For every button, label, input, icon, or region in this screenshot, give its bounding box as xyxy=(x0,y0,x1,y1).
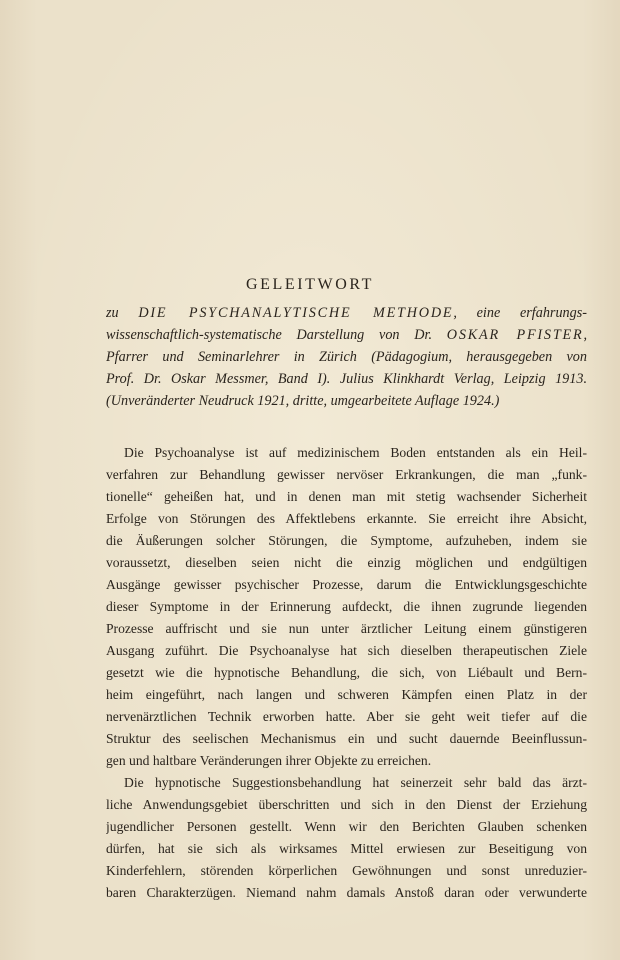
body-line: Ausgänge gewisser psychischer Prozesse, darum die Entwicklungsgeschichte xyxy=(106,577,587,592)
intro-line-2 xyxy=(106,327,587,344)
body-line: Prozesse auffrischt und sie nun unter ärztlicher Leitung einem günstigeren xyxy=(106,621,587,636)
intro-text: Pfarrer und Seminarlehrer in Zürich (Pädagogium, herausgegeben von xyxy=(106,349,587,365)
author-name: OSKAR PFISTER xyxy=(446,327,584,343)
body-line: baren Charakterzügen. Niemand nahm damals Anstoß daran oder verwunderte xyxy=(106,885,587,900)
body-line: verfahren zur Behandlung gewisser nervöser Erkrankungen, die man „funk- xyxy=(106,467,587,482)
body-line: voraussetzt, dieselben seien nicht die einzig möglichen und endgültigen xyxy=(106,555,587,570)
intro-text: zu xyxy=(106,305,139,321)
intro-line-3 xyxy=(106,349,587,366)
body-line: jugendlicher Personen gestellt. Wenn wir den Berichten Glauben schenken xyxy=(106,819,587,834)
body-line: Erfolge von Störungen des Affektlebens erkannte. Sie erreicht ihre Absicht, xyxy=(106,511,587,526)
body-line: heim eingeführt, nach langen und schweren Kämpfen einen Platz in der xyxy=(106,687,587,702)
body-line: die Äußerungen solcher Störungen, die Symptome, aufzuheben, indem sie xyxy=(106,533,587,548)
body-line: tionelle“ geheißen hat, und in denen man mit stetig wachsender Sicherheit xyxy=(106,489,587,504)
body-line: Kinderfehlern, störenden körperlichen Gewöhnungen und sonst unreduzier- xyxy=(106,863,587,878)
page-heading: GELEITWORT xyxy=(245,276,375,293)
intro-text: , eine erfahrungs- xyxy=(453,305,587,321)
intro-line-5 xyxy=(106,393,587,410)
body-line: Die hypnotische Suggestionsbehandlung hat seinerzeit sehr bald das ärzt- xyxy=(124,775,587,790)
book-title: DIE PSYCHANALYTISCHE METHODE xyxy=(138,305,454,321)
body-line: Ausgang zuführt. Die Psychoanalyse hat sich dieselben therapeutischen Ziele xyxy=(106,643,587,658)
intro-text: (Unveränderter Neudruck 1921, dritte, umgearbeitete Auflage 1924.) xyxy=(106,393,500,409)
body-line: liche Anwendungsgebiet überschritten und sich in den Dienst der Erziehung xyxy=(106,797,587,812)
body-line: Struktur des seelischen Mechanismus ein und sucht dauernde Beeinflussun- xyxy=(106,731,587,746)
intro-text: Prof. Dr. Oskar Messmer, Band I). Julius Klinkhardt Verlag, Leipzig 1913. xyxy=(106,371,587,387)
body-line: dürfen, hat sie sich als wirksames Mittel erwiesen zur Beseitigung von xyxy=(106,841,587,856)
body-line: nervenärztlichen Technik erworben hatte. Aber sie geht weit tiefer auf die xyxy=(106,709,587,724)
intro-line-4 xyxy=(106,371,587,388)
body-line: gen und haltbare Veränderungen ihrer Objekte zu erreichen. xyxy=(106,753,432,768)
body-line: Die Psychoanalyse ist auf medizinischem Boden entstanden als ein Heil- xyxy=(124,445,587,460)
body-line: dieser Symptome in der Erinnerung aufdeckt, die ihnen zugrunde liegenden xyxy=(106,599,587,614)
body-line: gesetzt wie die hypnotische Behandlung, die sich, von Liébault und Bern- xyxy=(106,665,587,680)
intro-text: wissenschaftlich-systematische Darstellung von Dr. xyxy=(106,327,447,343)
intro-text: , xyxy=(583,327,587,343)
intro-line-1 xyxy=(106,305,587,322)
